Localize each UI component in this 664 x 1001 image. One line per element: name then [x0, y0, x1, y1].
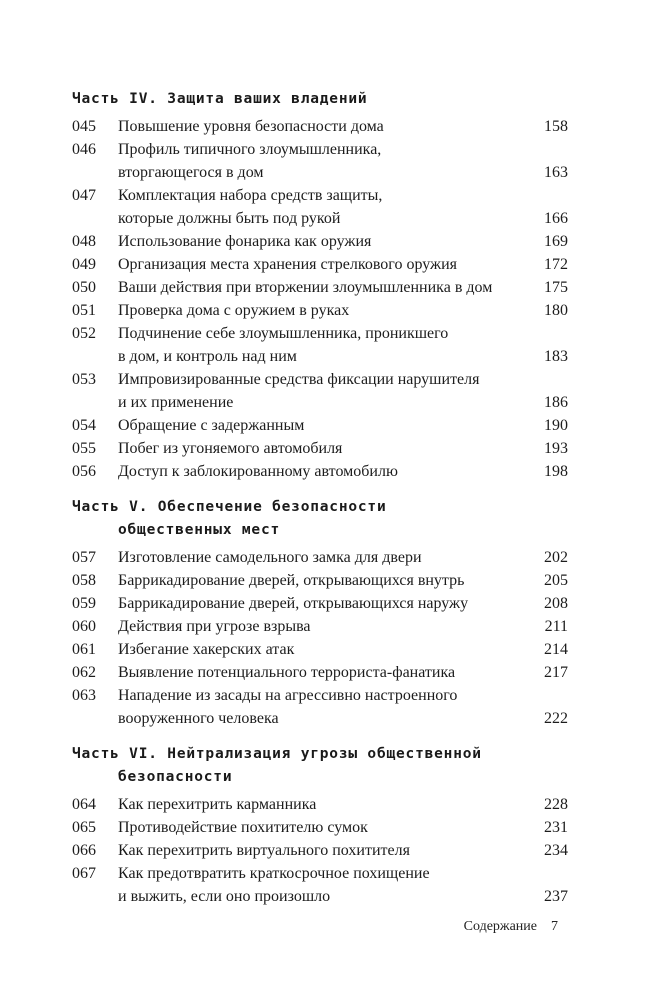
- toc-entry-line: [72, 138, 568, 161]
- entry-number: 057: [72, 549, 96, 566]
- toc-entry-line: [72, 414, 568, 437]
- entry-number: 060: [72, 618, 96, 635]
- entry-number: 067: [72, 865, 96, 882]
- toc-entry-line: [72, 253, 568, 276]
- entry-title: Выявление потенциального террориста-фанатика: [118, 664, 456, 681]
- entry-title: в дом, и контроль над ним: [118, 348, 297, 365]
- entry-title: Повышение уровня безопасности дома: [118, 118, 384, 135]
- toc-entry-line: [72, 230, 568, 253]
- entry-title: Как предотвратить краткосрочное похищение: [118, 865, 430, 882]
- entry-page-number: 158: [544, 118, 568, 135]
- section-heading: [72, 743, 568, 789]
- entry-title: Нападение из засады на агрессивно настроенного: [118, 687, 458, 704]
- toc-entry-line: [72, 437, 568, 460]
- entry-number: 062: [72, 664, 96, 681]
- entry-page-number: 231: [544, 819, 568, 836]
- entry-title: Изготовление самодельного замка для двери: [118, 549, 422, 566]
- toc-entry-line: [72, 391, 568, 414]
- entry-title: которые должны быть под рукой: [118, 210, 341, 227]
- entry-page-number: 214: [544, 641, 568, 658]
- toc-entry-line: [72, 322, 568, 345]
- table-of-contents: [72, 88, 568, 908]
- toc-entry-line: [72, 276, 568, 299]
- entry-title: и выжить, если оно произошло: [118, 888, 331, 905]
- entry-title: Как перехитрить карманника: [118, 796, 317, 813]
- entry-title: вторгающегося в дом: [118, 164, 264, 181]
- entry-title: Комплектация набора средств защиты,: [118, 187, 383, 204]
- entry-number: 058: [72, 572, 96, 589]
- toc-entry-line: [72, 638, 568, 661]
- entry-title: Противодействие похитителю сумок: [118, 819, 368, 836]
- entry-page-number: 193: [544, 440, 568, 457]
- entry-page-number: 234: [544, 842, 568, 859]
- toc-entry-line: [72, 161, 568, 184]
- entry-title: и их применение: [118, 394, 234, 411]
- toc-entry-line: [72, 793, 568, 816]
- entry-page-number: 198: [544, 463, 568, 480]
- toc-entry-line: [72, 816, 568, 839]
- entry-title: Избегание хакерских атак: [118, 641, 295, 658]
- entry-number: 046: [72, 141, 96, 158]
- toc-entry-line: [72, 862, 568, 885]
- entry-title: Как перехитрить виртуального похитителя: [118, 842, 410, 859]
- entry-page-number: 175: [544, 279, 568, 296]
- entry-number: 047: [72, 187, 96, 204]
- entry-title: Баррикадирование дверей, открывающихся внутрь: [118, 572, 465, 589]
- entry-page-number: 202: [544, 549, 568, 566]
- entry-page-number: 180: [544, 302, 568, 319]
- entry-number: 064: [72, 796, 96, 813]
- entry-page-number: 211: [544, 618, 568, 635]
- toc-entry-line: [72, 615, 568, 638]
- entry-page-number: 183: [544, 348, 568, 365]
- entry-title: Импровизированные средства фиксации нарушителя: [118, 371, 480, 388]
- entry-number: 063: [72, 687, 96, 704]
- toc-entry-line: [72, 569, 568, 592]
- entry-number: 054: [72, 417, 96, 434]
- toc-entry-line: [72, 115, 568, 138]
- entry-title: Действия при угрозе взрыва: [118, 618, 311, 635]
- entry-page-number: 205: [544, 572, 568, 589]
- entry-title: вооруженного человека: [118, 710, 279, 727]
- entry-title: Подчинение себе злоумышленника, проникшего: [118, 325, 449, 342]
- entry-title: Профиль типичного злоумышленника,: [118, 141, 382, 158]
- toc-entry-line: [72, 707, 568, 730]
- toc-entry-line: [72, 299, 568, 322]
- entry-number: 053: [72, 371, 96, 388]
- entry-page-number: 228: [544, 796, 568, 813]
- entry-title: Ваши действия при вторжении злоумышленника в дом: [118, 279, 493, 296]
- toc-entry-line: [72, 592, 568, 615]
- footer-page-number: 7: [551, 919, 558, 934]
- section-heading: [72, 88, 568, 111]
- entry-title: Организация места хранения стрелкового оружия: [118, 256, 458, 273]
- toc-entry-line: [72, 345, 568, 368]
- entry-page-number: 186: [544, 394, 568, 411]
- page-footer: [464, 919, 558, 935]
- entry-page-number: 222: [544, 710, 568, 727]
- entry-page-number: 169: [544, 233, 568, 250]
- entry-page-number: 190: [544, 417, 568, 434]
- toc-entry-line: [72, 368, 568, 391]
- entry-title: Баррикадирование дверей, открывающихся наружу: [118, 595, 469, 612]
- entry-title: Проверка дома с оружием в руках: [118, 302, 350, 319]
- section-heading-line: безопасности: [118, 769, 233, 785]
- entry-page-number: 163: [544, 164, 568, 181]
- toc-entry-line: [72, 460, 568, 483]
- entry-number: 061: [72, 641, 96, 658]
- entry-number: 065: [72, 819, 96, 836]
- entry-number: 066: [72, 842, 96, 859]
- entry-title: Побег из угоняемого автомобиля: [118, 440, 343, 457]
- toc-section: [72, 496, 568, 730]
- entry-title: Доступ к заблокированному автомобилю: [118, 463, 398, 480]
- entry-number: 045: [72, 118, 96, 135]
- toc-entry-line: [72, 184, 568, 207]
- toc-entry-line: [72, 684, 568, 707]
- entry-title: Обращение с задержанным: [118, 417, 305, 434]
- entry-number: 049: [72, 256, 96, 273]
- section-heading-line: Часть IV. Защита ваших владений: [72, 91, 368, 107]
- entry-page-number: 208: [544, 595, 568, 612]
- entry-page-number: 237: [544, 888, 568, 905]
- toc-section: [72, 88, 568, 483]
- footer-section-label: Содержание: [463, 919, 537, 934]
- entry-page-number: 172: [544, 256, 568, 273]
- entry-title: Использование фонарика как оружия: [118, 233, 372, 250]
- section-heading-line: Часть V. Обеспечение безопасности: [72, 499, 387, 515]
- toc-section: [72, 743, 568, 908]
- toc-entry-line: [72, 885, 568, 908]
- section-heading: [72, 496, 568, 542]
- section-heading-line: Часть VI. Нейтрализация угрозы общественной: [72, 746, 482, 762]
- entry-number: 050: [72, 279, 96, 296]
- entry-number: 056: [72, 463, 96, 480]
- entry-page-number: 217: [544, 664, 568, 681]
- entry-number: 052: [72, 325, 96, 342]
- entry-number: 059: [72, 595, 96, 612]
- entry-number: 055: [72, 440, 96, 457]
- entry-number: 048: [72, 233, 96, 250]
- section-heading-line: общественных мест: [118, 522, 281, 538]
- toc-entry-line: [72, 661, 568, 684]
- entry-page-number: 166: [544, 210, 568, 227]
- toc-entry-line: [72, 839, 568, 862]
- entry-number: 051: [72, 302, 96, 319]
- toc-entry-line: [72, 546, 568, 569]
- toc-entry-line: [72, 207, 568, 230]
